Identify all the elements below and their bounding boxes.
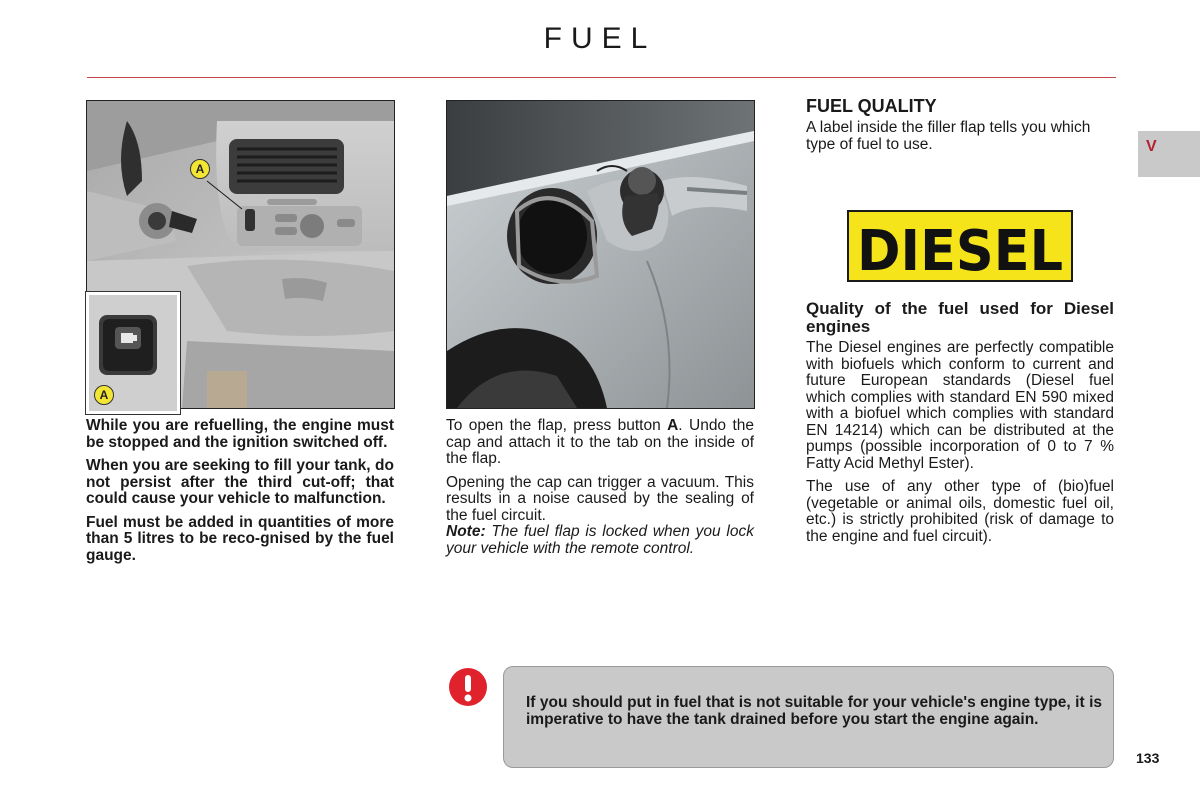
section-tab-label: V [1146, 138, 1157, 155]
note-text: The fuel flap is locked when you lock your vehicle with the remote control. [446, 523, 754, 557]
button-a-reference: A [667, 417, 679, 434]
fuel-flap-photo [446, 100, 755, 409]
fuel-quality-intro: A label inside the filler flap tells you which type of fuel to use. [806, 119, 1091, 153]
page-number: 133 [1136, 750, 1160, 766]
warning-text: If you should put in fuel that is not suitable for your vehicle's engine type, it is imperative to have the tank drained before you start the engine again. [526, 694, 1102, 728]
diesel-label-graphic [849, 212, 1071, 280]
fuel-quality-section [806, 96, 1114, 160]
page-title: FUEL [543, 22, 657, 55]
diesel-label-image [847, 210, 1073, 282]
section-tab [1138, 131, 1200, 177]
exclamation-icon [449, 668, 487, 706]
biofuel-compatibility-paragraph: The Diesel engines are perfectly compatible with biofuels which conform to current and future European standards (Diesel fuel which complies with standard EN 590 mixed with a biofuel which complies with standard EN 14214) which can be distributed at the pumps (possible incorporation of 0 to 7 % Fatty Acid Methyl Ester). [806, 339, 1114, 472]
engine-off-paragraph: While you are refuelling, the engine must be stopped and the ignition switched off. [86, 417, 394, 451]
fuel-flap-illustration [447, 101, 754, 408]
exclamation-glyph [449, 668, 487, 706]
fuel-quality-heading: FUEL QUALITY [806, 96, 937, 116]
inset-a-marker: A [94, 385, 114, 405]
diesel-label-text: DIESEL [857, 219, 1063, 280]
button-a-marker: A [190, 159, 210, 179]
diesel-quality-subheading: Quality of the fuel used for Diesel engines [806, 299, 1114, 336]
title-divider [87, 77, 1116, 78]
note-label: Note: [446, 523, 486, 540]
third-cutoff-paragraph: When you are seeking to fill your tank, do not persist after the third cut-off; that could cause your vehicle to malfunction. [86, 457, 394, 507]
vacuum-paragraph: Opening the cap can trigger a vacuum. This results in a noise caused by the sealing of the fuel circuit. [446, 473, 754, 524]
warning-box [503, 666, 1114, 768]
flap-opening-text [446, 418, 754, 564]
open-flap-paragraph [446, 418, 754, 468]
diesel-engine-quality-section [806, 300, 1114, 552]
note-paragraph [446, 524, 754, 557]
minimum-quantity-paragraph: Fuel must be added in quantities of more than 5 litres to be reco-gnised by the fuel gauge. [86, 513, 394, 564]
open-flap-text-cont: . Undo the cap and attach it to the tab on the inside of the flap. [446, 417, 755, 467]
fuel-flap-button-inset [86, 292, 180, 414]
refuelling-safety-text [86, 418, 394, 571]
open-flap-text: To open the flap, press button [446, 417, 668, 434]
prohibited-fuel-paragraph: The use of any other type of (bio)fuel (vegetable or animal oils, domestic fuel oil, etc.) is strictly prohibited (risk of damage to the engine and fuel circuit). [806, 478, 1114, 545]
